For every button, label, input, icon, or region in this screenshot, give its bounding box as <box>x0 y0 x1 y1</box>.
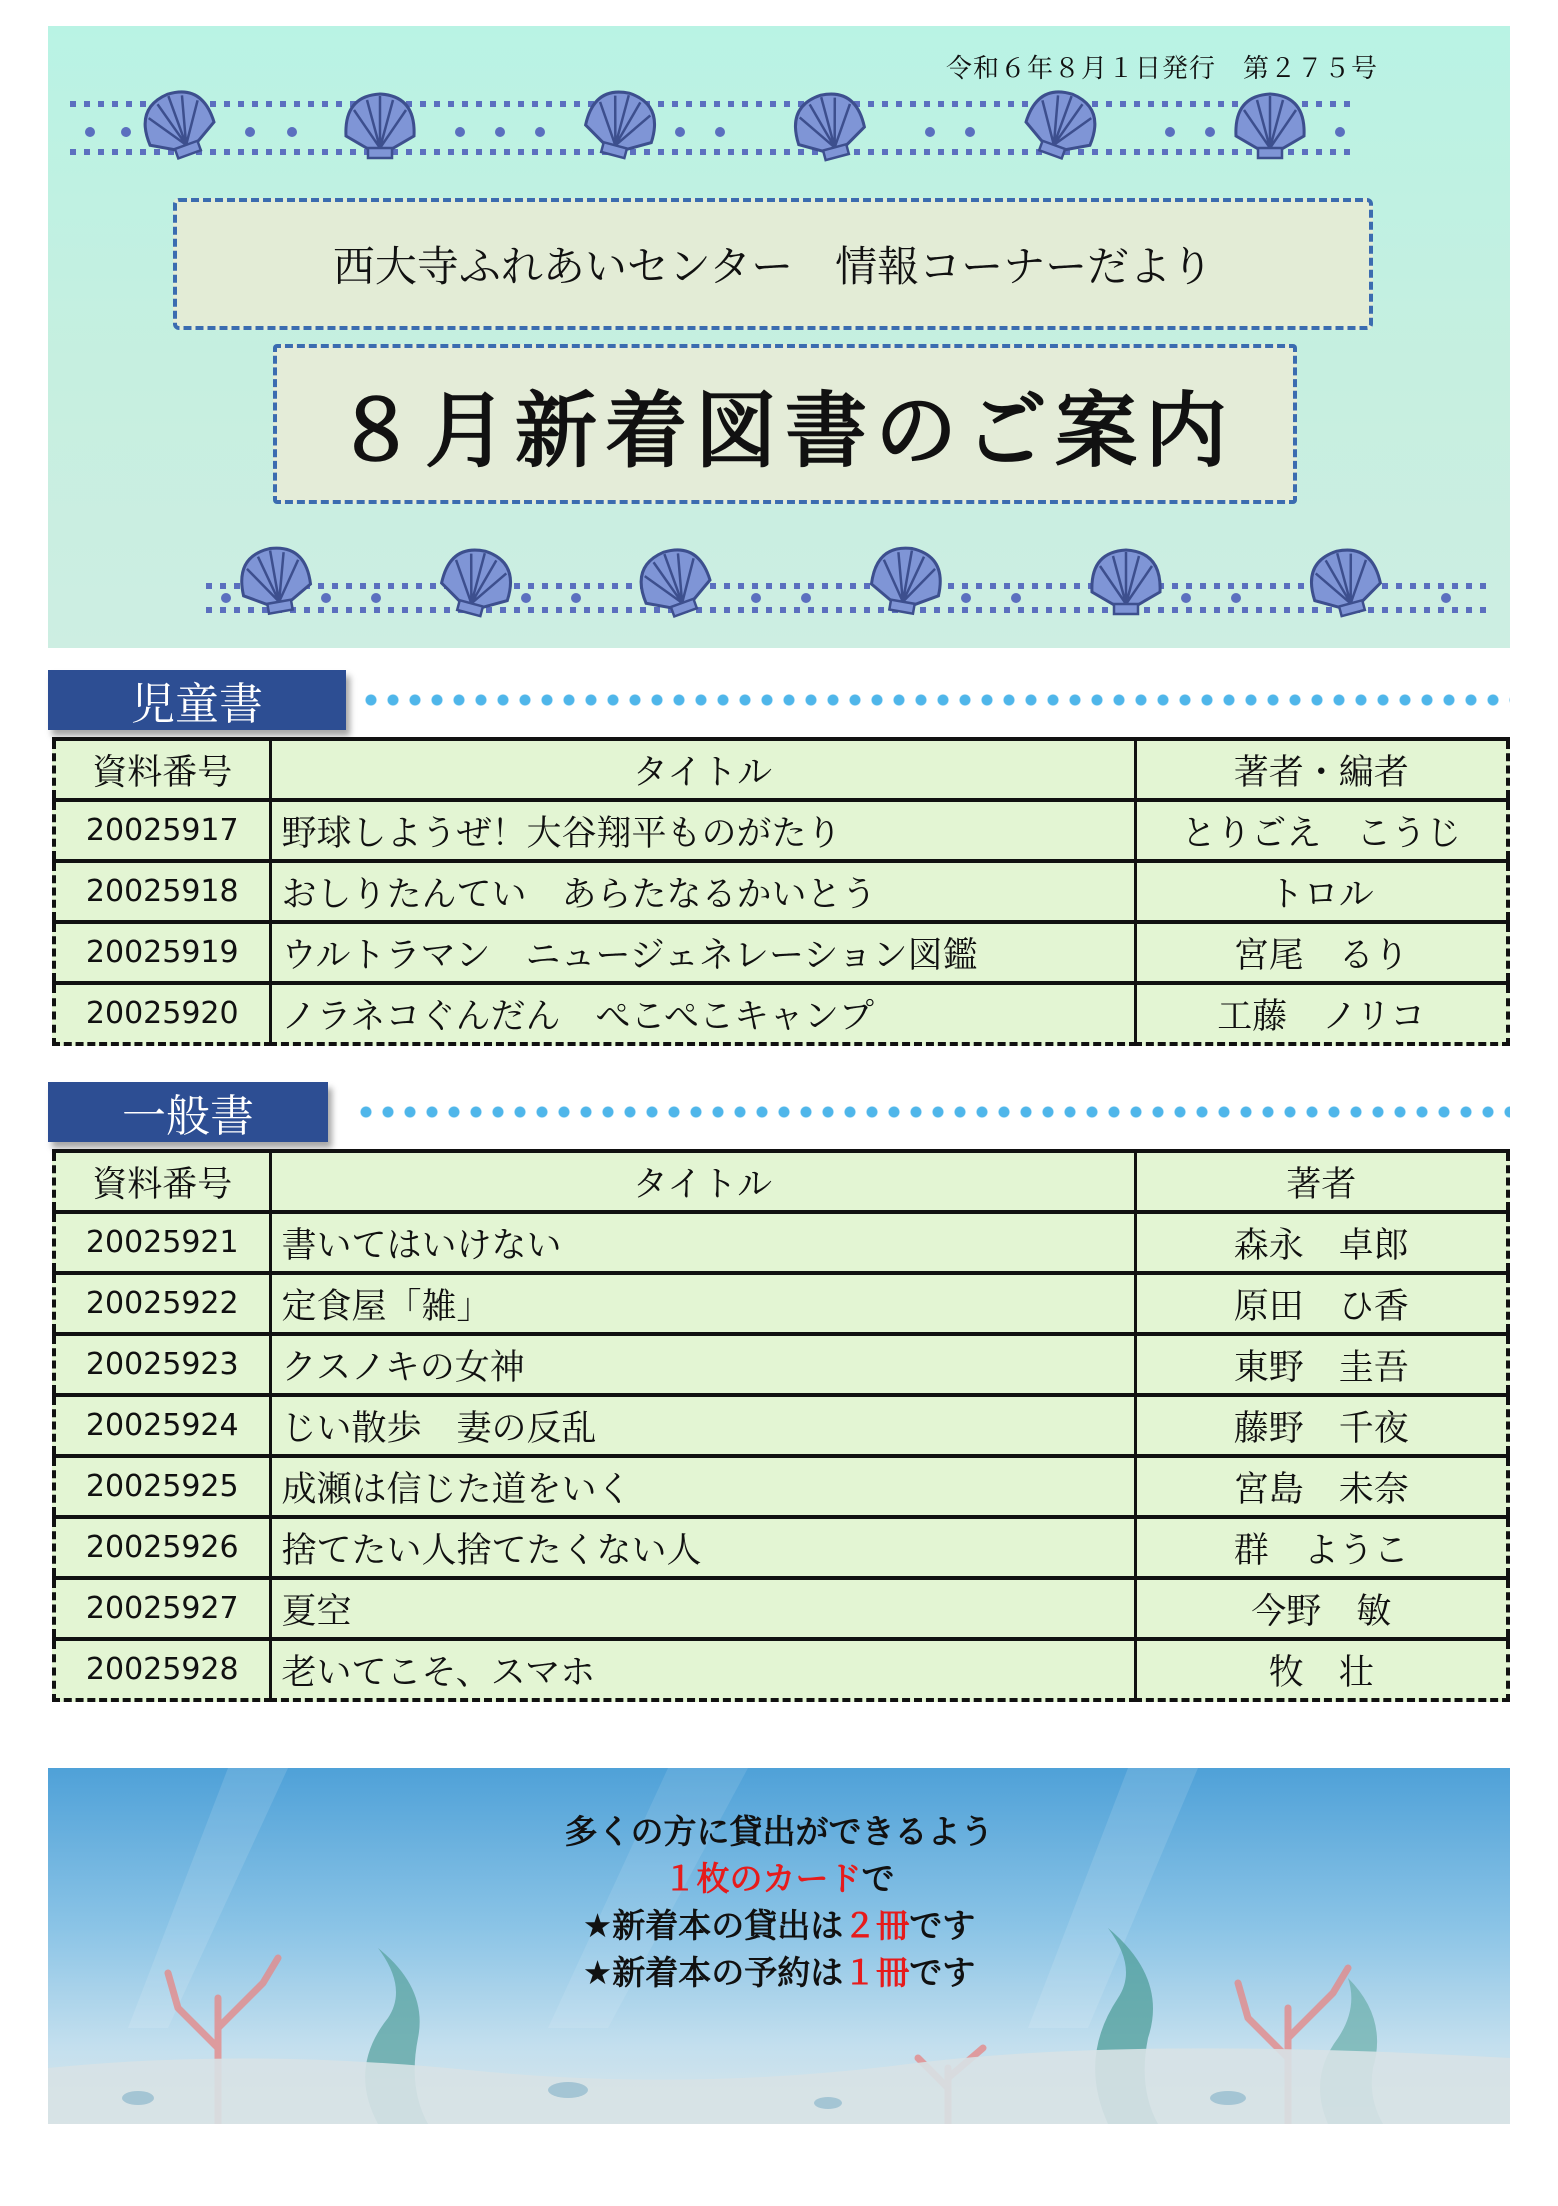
notice-line-1: 多くの方に貸出ができるよう <box>564 1812 994 1851</box>
table-row <box>54 1456 1508 1517</box>
notice-line-3 <box>48 1902 1510 1949</box>
book-author: 今野 敏 <box>1135 1578 1508 1639</box>
book-author: 群 ようこ <box>1135 1517 1508 1578</box>
book-title: ウルトラマン ニュージェネレーション図鑑 <box>270 922 1135 983</box>
book-id: 20025922 <box>54 1273 270 1334</box>
book-id: 20025928 <box>54 1639 270 1700</box>
book-id: 20025926 <box>54 1517 270 1578</box>
table-row <box>54 1334 1508 1395</box>
table-header-row <box>54 739 1508 800</box>
book-title: おしりたんてい あらたなるかいとう <box>270 861 1135 922</box>
book-id: 20025919 <box>54 922 270 983</box>
shell-border-top <box>60 88 1360 168</box>
book-title: 捨てたい人捨てたくない人 <box>270 1517 1135 1578</box>
notice-line-2 <box>48 1855 1510 1902</box>
notice-line-2-end: で <box>861 1859 895 1898</box>
book-author: 工藤 ノリコ <box>1135 983 1508 1044</box>
table-row <box>54 1273 1508 1334</box>
book-author: 宮尾 るり <box>1135 922 1508 983</box>
book-author: 宮島 未奈 <box>1135 1456 1508 1517</box>
book-title: ノラネコぐんだん ぺこぺこキャンプ <box>270 983 1135 1044</box>
book-id: 20025923 <box>54 1334 270 1395</box>
book-title: 老いてこそ、スマホ <box>270 1639 1135 1700</box>
main-title: ８月新着図書のご案内 <box>273 344 1297 504</box>
column-header-title: タイトル <box>270 739 1135 800</box>
book-id: 20025920 <box>54 983 270 1044</box>
book-id: 20025917 <box>54 800 270 861</box>
book-author: 東野 圭吾 <box>1135 1334 1508 1395</box>
book-author: 藤野 千夜 <box>1135 1395 1508 1456</box>
table-row <box>54 922 1508 983</box>
notice-card-highlight: １枚のカード <box>663 1859 862 1898</box>
book-author: とりごえ こうじ <box>1135 800 1508 861</box>
column-header-title: タイトル <box>270 1151 1135 1212</box>
book-id: 20025925 <box>54 1456 270 1517</box>
general-books-table <box>52 1149 1510 1702</box>
column-header-author: 著者・編者 <box>1135 739 1508 800</box>
book-title: 定食屋「雑」 <box>270 1273 1135 1334</box>
header-banner <box>48 26 1510 648</box>
footer-sea-banner <box>48 1768 1510 2124</box>
lending-notice <box>48 1808 1510 1996</box>
notice-line-4 <box>48 1949 1510 1996</box>
book-author: 森永 卓郎 <box>1135 1212 1508 1273</box>
book-id: 20025927 <box>54 1578 270 1639</box>
table-row <box>54 800 1508 861</box>
book-title: 野球しようぜ！大谷翔平ものがたり <box>270 800 1135 861</box>
notice-line-4-start: ★新着本の予約は <box>582 1953 844 1992</box>
table-row <box>54 1578 1508 1639</box>
book-author: 原田 ひ香 <box>1135 1273 1508 1334</box>
table-row <box>54 983 1508 1044</box>
children-books-table <box>52 737 1510 1046</box>
book-title: 成瀬は信じた道をいく <box>270 1456 1135 1517</box>
issue-date: 令和６年８月１日発行 第２７５号 <box>945 54 1378 84</box>
section-label-general: 一般書 <box>48 1082 328 1142</box>
table-row <box>54 861 1508 922</box>
book-title: じい散歩 妻の反乱 <box>270 1395 1135 1456</box>
notice-line-3-end: です <box>909 1906 976 1945</box>
notice-reserve-limit: １冊 <box>843 1953 910 1992</box>
book-id: 20025924 <box>54 1395 270 1456</box>
book-author: 牧 壮 <box>1135 1639 1508 1700</box>
book-title: 書いてはいけない <box>270 1212 1135 1273</box>
table-row <box>54 1395 1508 1456</box>
table-row <box>54 1212 1508 1273</box>
book-title: クスノキの女神 <box>270 1334 1135 1395</box>
column-header-id: 資料番号 <box>54 1151 270 1212</box>
book-id: 20025921 <box>54 1212 270 1273</box>
book-id: 20025918 <box>54 861 270 922</box>
corner-title: 西大寺ふれあいセンター 情報コーナーだより <box>173 198 1373 330</box>
book-author: トロル <box>1135 861 1508 922</box>
table-row <box>54 1517 1508 1578</box>
section-label-children: 児童書 <box>48 670 346 730</box>
table-header-row <box>54 1151 1508 1212</box>
table-row <box>54 1639 1508 1700</box>
column-header-id: 資料番号 <box>54 739 270 800</box>
notice-line-4-end: です <box>909 1953 976 1992</box>
shell-border-bottom <box>196 546 1496 626</box>
notice-loan-limit: ２冊 <box>843 1906 910 1945</box>
notice-line-3-start: ★新着本の貸出は <box>582 1906 844 1945</box>
column-header-author: 著者 <box>1135 1151 1508 1212</box>
dot-divider-children <box>360 692 1510 708</box>
dot-divider-general <box>355 1104 1510 1120</box>
book-title: 夏空 <box>270 1578 1135 1639</box>
